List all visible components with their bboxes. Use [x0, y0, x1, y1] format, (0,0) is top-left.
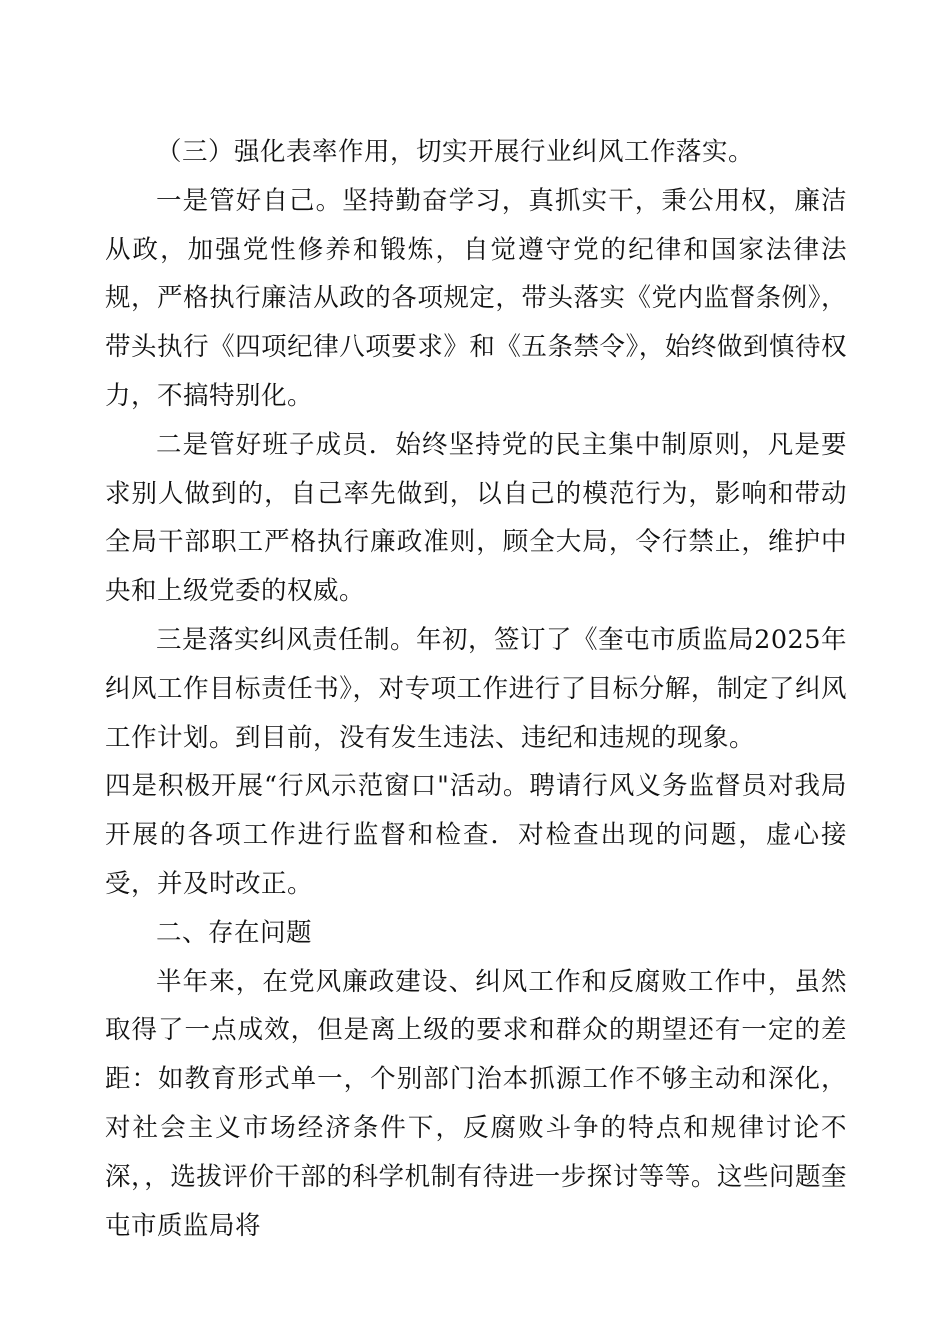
paragraph-problems: 半年来，在党风廉政建设、纠风工作和反腐败工作中，虽然取得了一点成效，但是离上级的要求和群众的期望还有一定的差距：如教育形式单一，个别部门治本抓源工作不够主动和深化，对社会主义市场经济条件下，反腐败斗争的特点和规律讨论不深，，选拔评价干部的科学机制有待进一步探讨等等。这些问题奎屯市质监局将 — [105, 966, 847, 1241]
section-heading-problems: 二、存在问题 — [156, 917, 313, 948]
paragraph-window-activity: 四是积极开展“行风示范窗口"活动。聘请行风义务监督员对我局开展的各项工作进行监督和检查．对检查出现的问题，虚心接受，并及时改正。 — [105, 771, 847, 899]
paragraph-responsibility: 三是落实纠风责任制。年初，签订了《奎屯市质监局2025年纠风工作目标责任书》，对专项工作进行了目标分解，制定了纠风工作计划。到目前，没有发生违法、违纪和违规的现象。 — [105, 624, 847, 753]
section-heading-three: （三）强化表率作用，切实开展行业纠风工作落实。 — [156, 137, 755, 167]
paragraph-manage-self: 一是管好自己。坚持勤奋学习，真抓实干，秉公用权，廉洁从政，加强党性修养和锻炼，自觉遵守党的纪律和国家法律法规，严格执行廉洁从政的各项规定，带头落实《党内监督条例》，带头执行《四项纪律八项要求》和《五条禁令》，始终做到慎待权力，不搞特别化。 — [105, 185, 847, 411]
paragraph-manage-team: 二是管好班子成员．始终坚持党的民主集中制原则，凡是要求别人做到的，自己率先做到，以自己的模范行为，影响和带动全局干部职工严格执行廉政准则，顾全大局，令行禁止，维护中央和上级党委的权威。 — [105, 429, 847, 607]
document-body — [105, 128, 847, 1250]
